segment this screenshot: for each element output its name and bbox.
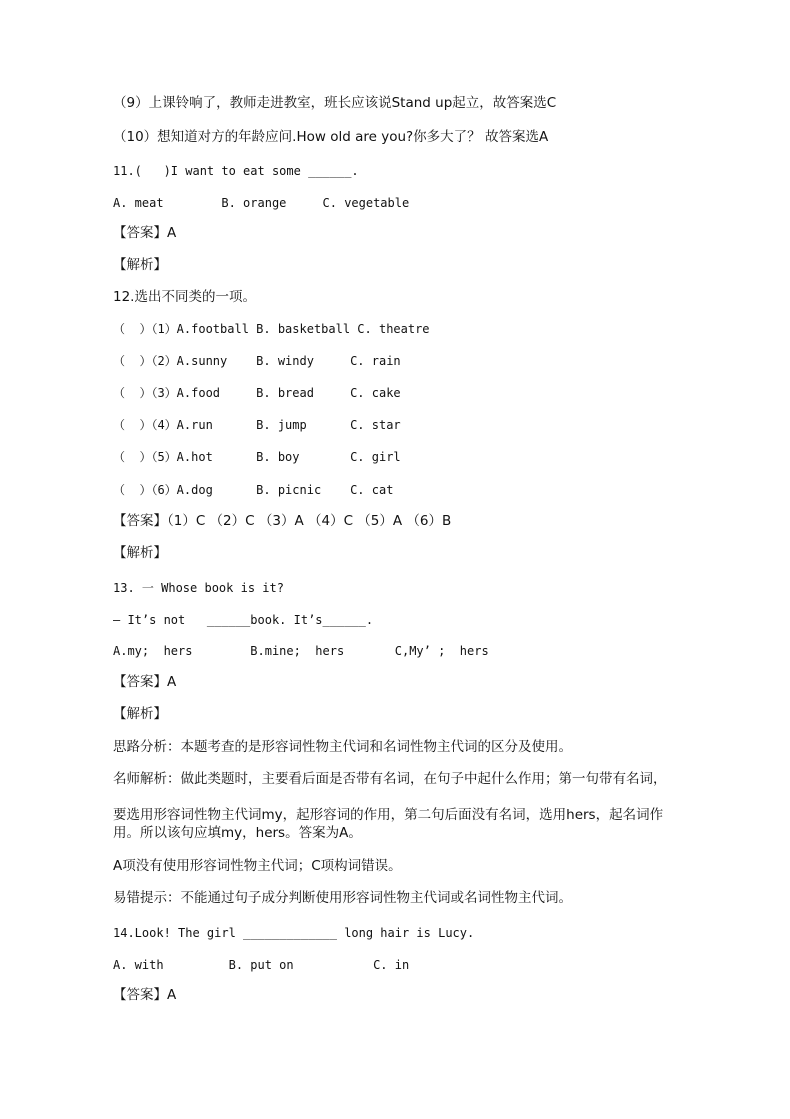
analysis-text: 名师解析：做此类题时，主要看后面是否带有名词，在句子中起什么作用；第一句带有名词，: [113, 771, 667, 787]
question-13: 13. 一 Whose book is it?: [113, 581, 284, 595]
analysis-text: A项没有使用形容词性物主代词；C项构词错误。: [113, 858, 402, 874]
answer-explanation-9: （9）上课铃响了，教师走进教室，班长应该说Stand up起立，故答案选C: [113, 95, 557, 111]
question-12-item-1: （ ）（1）A.football B. basketball C. theatre: [113, 322, 430, 336]
question-12-item-5: （ ）（5）A.hot B. boy C. girl: [113, 450, 401, 464]
answer-explanation-10: （10）想知道对方的年龄应问.How old are you?你多大了？ 故答案选A: [113, 129, 549, 145]
question-12-item-2: （ ）（2）A.sunny B. windy C. rain: [113, 354, 401, 368]
analysis-text: 要选用形容词性物主代词my，起形容词的作用，第二句后面没有名词，选用hers，起名词作用。所以该句应填my，hers。答案为A。: [113, 807, 664, 841]
analysis-label: 【解析】: [113, 545, 167, 561]
analysis-text: 思路分析：本题考查的是形容词性物主代词和名词性物主代词的区分及使用。: [113, 739, 572, 755]
analysis-label: 【解析】: [113, 706, 167, 722]
analysis-tip: 易错提示：不能通过句子成分判断使用形容词性物主代词或名词性物主代词。: [113, 890, 572, 906]
question-11: 11.( )I want to eat some ______.: [113, 164, 359, 178]
question-12-item-4: （ ）（4）A.run B. jump C. star: [113, 418, 401, 432]
question-12-item-3: （ ）（3）A.food B. bread C. cake: [113, 386, 401, 400]
answer-label: 【答案】A: [113, 225, 177, 241]
question-14-options: A. with B. put on C. in: [113, 958, 410, 972]
answer-label: 【答案】（1）C （2）C （3）A （4）C （5）A （6）B: [113, 513, 452, 529]
question-11-options: A. meat B. orange C. vegetable: [113, 196, 410, 210]
question-12-item-6: （ ）（6）A.dog B. picnic C. cat: [113, 483, 394, 497]
question-13-response: – It’s not ______book. It’s______.: [113, 613, 374, 627]
analysis-label: 【解析】: [113, 257, 167, 273]
question-13-options: A.my; hers B.mine; hers C,My’ ; hers: [113, 644, 489, 658]
question-14: 14.Look! The girl _____________ long hair is Lucy.: [113, 926, 475, 940]
question-12: 12.选出不同类的一项。: [113, 289, 256, 305]
answer-label: 【答案】A: [113, 674, 177, 690]
answer-label: 【答案】A: [113, 987, 177, 1003]
